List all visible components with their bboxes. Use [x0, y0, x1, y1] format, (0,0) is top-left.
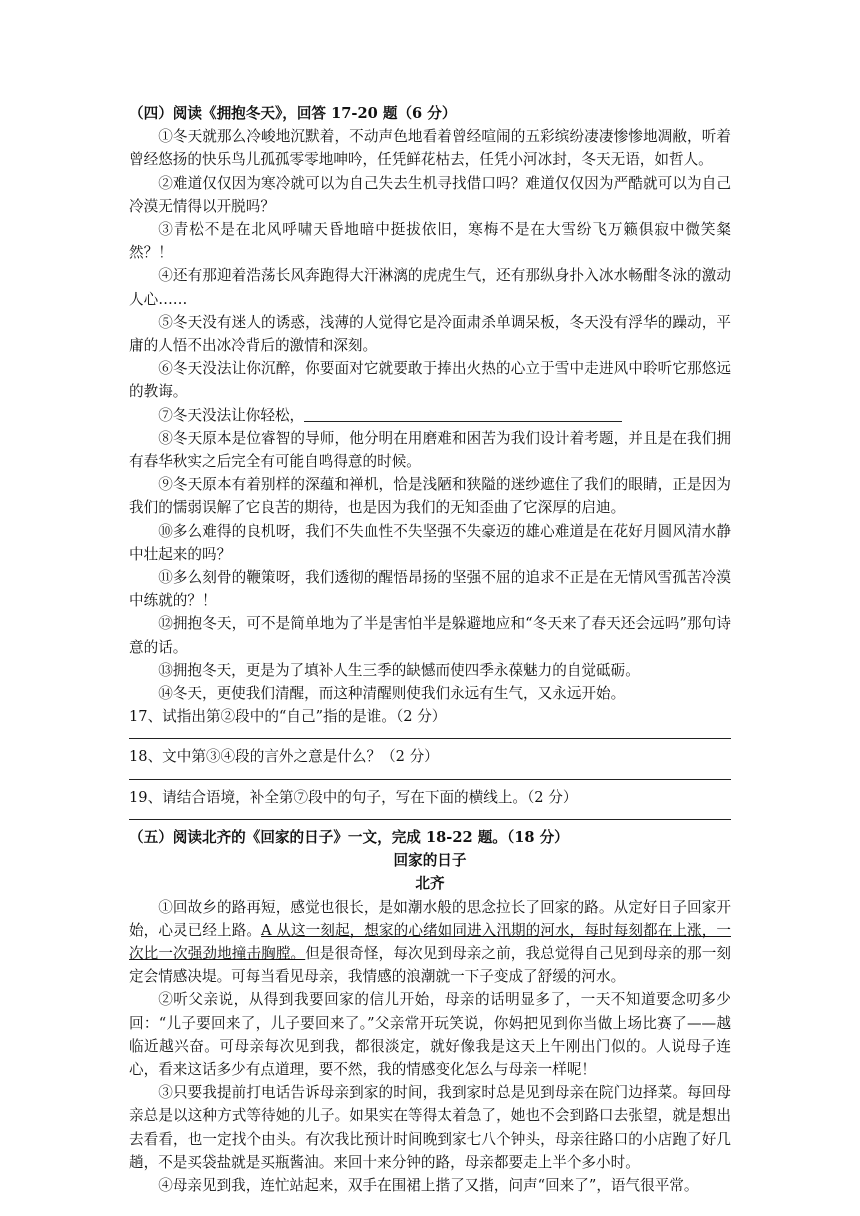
article-title: 回家的日子	[393, 852, 467, 870]
s4-paragraph-5: ⑤冬天没有迷人的诱惑，浅薄的人觉得它是冷面肃杀单调呆板，冬天没有浮华的躁动，平庸的人悟不出冰冷背后的激情和深刻。	[129, 313, 731, 355]
document-content	[129, 102, 731, 1197]
section5-header: （五）阅读北齐的《回家的日子》一文，完成 18-22 题。（18 分）	[129, 828, 569, 846]
article-author: 北齐	[415, 875, 445, 893]
s4-paragraph-14: ⑭冬天，更使我们清醒，而这种清醒则使我们永远有生气，又永远开始。	[158, 685, 626, 703]
section4-header: （四）阅读《拥抱冬天》，回答 17-20 题（6 分）	[129, 105, 457, 122]
fill-in-blank-line[interactable]	[304, 407, 622, 422]
s4-paragraph-12: ⑫拥抱冬天，可不是简单地为了半是害怕半是躲避地应和“冬天来了春天还会远吗”那句诗意的话。	[129, 615, 731, 656]
s5-p1-underlined-sentence: A 从这一刻起，想家的心绪如同进入汛期的河水，每时每刻都在上涨，一次比一次强劲地撞击胸膛。	[129, 921, 731, 962]
s4-paragraph-7	[129, 404, 731, 427]
answer-line-18[interactable]	[129, 769, 731, 780]
s5-paragraph-4: ④母亲见到我，连忙站起来，双手在围裙上揩了又揩，问声“回来了”，语气很平常。	[158, 1176, 699, 1194]
s4-paragraph-1: ①冬天就那么冷峻地沉默着，不动声色地看着曾经喧闹的五彩缤纷凄凄惨惨地凋敝，听着曾经悠扬的快乐鸟儿孤孤零零地呻吟，任凭鲜花枯去，任凭小河冰封，冬天无语，如哲人。	[129, 128, 731, 169]
s4-paragraph-8: ⑧冬天原本是位睿智的导师，他分明在用磨难和困苦为我们设计着考题，并且是在我们拥有春华秋实之后完全有可能自鸣得意的时候。	[129, 429, 731, 471]
question-19: 19、请结合语境，补全第⑦段中的句子，写在下面的横线上。（2 分）	[129, 788, 578, 806]
s5-paragraph-2: ②听父亲说，从得到我要回家的信儿开始，母亲的话明显多了，一天不知道要念叨多少回：“儿子要回来了，儿子要回来了。”父亲常开玩笑说，你妈把见到你当做上场比赛了——越临近越兴奋。可母亲每次见到我，都很淡定，就好像我是这天上午刚出门似的。人说母子连心，看来这话多少有点道理，要不然，我的情感变化怎么与母亲一样呢！	[129, 991, 731, 1078]
s4-paragraph-2: ②难道仅仅因为寒冷就可以为自己失去生机寻找借口吗？难道仅仅因为严酷就可以为自己冷漠无情得以开脱吗？	[129, 174, 731, 215]
s4-paragraph-13: ⑬拥抱冬天，更是为了填补人生三季的缺憾而使四季永葆魅力的自觉砥砺。	[158, 661, 640, 679]
s4-paragraph-11: ⑪多么刻骨的鞭策呀，我们透彻的醒悟昂扬的坚强不屈的追求不正是在无情风雪孤苦冷漠中练就的？！	[129, 569, 731, 610]
s4-paragraph-10: ⑩多么难得的良机呀，我们不失血性不失坚强不失豪迈的雄心难道是在花好月圆风清水静中壮起来的吗？	[129, 522, 731, 563]
s5-paragraph-3: ③只要我提前打电话告诉母亲到家的时间，我到家时总是见到母亲在院门边择菜。每回母亲总是以这种方式等待她的儿子。如果实在等得太着急了，她也不会到路口去张望，就是想出去看看，也一定找个由头。有次我比预计时间晚到家七八个钟头，母亲往路口的小店跑了好几趟，不是买袋盐就是买瓶酱油。来回十来分钟的路，母亲都要走上半个多小时。	[129, 1084, 731, 1171]
question-17: 17、试指出第②段中的“自己”指的是谁。（2 分）	[129, 708, 447, 726]
s5-p1-after: 但是很奇怪，每次见到母亲之前，我总觉得自己见到母亲的那一刻定会情感决堤。可每当看见母亲，我情感的浪潮就一下子变成了舒缓的河水。	[129, 944, 731, 986]
question-18: 18、文中第③④段的言外之意是什么？（2 分）	[129, 748, 439, 766]
s5-p1-before: ①回故乡的路再短，感觉也很长，是如潮水般的思念拉长了回家的路。从定好日子回家开始，心灵已经上路。	[129, 898, 731, 939]
answer-line-17[interactable]	[129, 728, 731, 739]
s4-paragraph-7-text: ⑦冬天没法让你轻松，	[158, 406, 305, 424]
s4-paragraph-9: ⑨冬天原本有着别样的深蕴和禅机，恰是浅陋和狭隘的迷纱遮住了我们的眼睛，正是因为我们的懦弱误解了它良苦的期待，也是因为我们的无知歪曲了它深厚的启迪。	[129, 476, 731, 517]
answer-line-19[interactable]	[129, 809, 731, 820]
s4-paragraph-4: ④还有那迎着浩荡长风奔跑得大汗淋漓的虎虎生气，还有那纵身扑入冰水畅酣冬泳的激动人心……	[129, 267, 731, 308]
s5-paragraph-1	[129, 896, 731, 989]
s4-paragraph-6: ⑥冬天没法让你沉醉，你要面对它就要敢于捧出火热的心立于雪中走进风中聆听它那悠远的教诲。	[129, 360, 731, 401]
s4-paragraph-3: ③青松不是在北风呼啸天昏地暗中挺拔依旧，寒梅不是在大雪纷飞万籁俱寂中微笑粲然？！	[129, 221, 731, 262]
